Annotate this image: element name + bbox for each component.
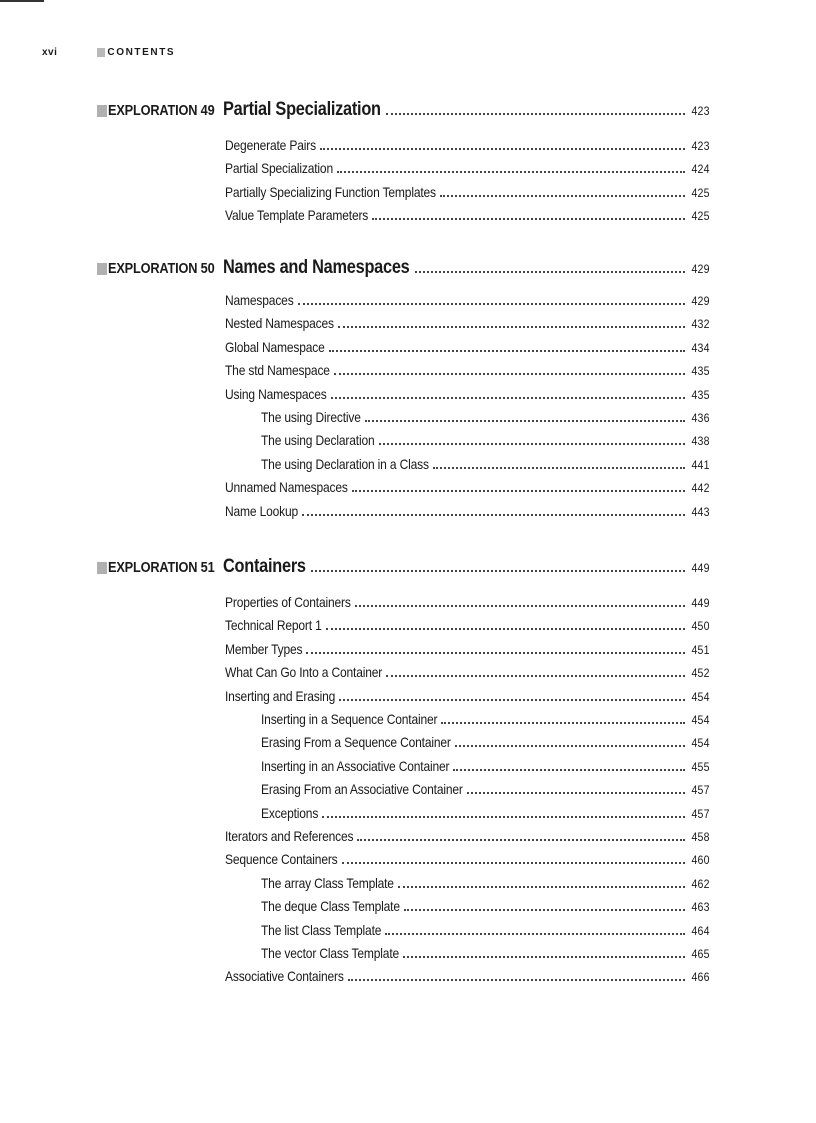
dot-leader: [379, 443, 686, 445]
page-number: 423: [691, 104, 710, 118]
page-number: 432: [691, 317, 710, 332]
page-number: 463: [691, 900, 710, 915]
dot-leader: [320, 148, 685, 150]
toc-entry[interactable]: [261, 456, 710, 476]
toc-entry[interactable]: [225, 386, 710, 406]
entry-title: Exceptions: [261, 804, 319, 821]
page-folio: xvi: [42, 46, 58, 58]
dot-leader: [329, 350, 686, 352]
toc-entry[interactable]: [225, 594, 710, 614]
running-head-title: CONTENTS: [107, 46, 176, 58]
dot-leader: [348, 979, 686, 981]
page-number: 429: [691, 262, 710, 276]
dot-leader: [337, 171, 685, 173]
page-number: 434: [691, 340, 710, 355]
toc-entry[interactable]: [261, 945, 710, 965]
toc-entry[interactable]: [225, 479, 710, 499]
dot-leader: [404, 909, 685, 911]
page-number: 466: [691, 970, 710, 985]
toc-entry[interactable]: [261, 432, 710, 452]
dot-leader: [311, 570, 685, 572]
toc-entry[interactable]: [225, 688, 710, 708]
dot-leader: [441, 722, 685, 724]
toc-entry[interactable]: [225, 664, 710, 684]
toc-entry[interactable]: [261, 734, 710, 754]
dot-leader: [334, 373, 686, 375]
entry-title: The using Directive: [261, 409, 361, 425]
page-number: 442: [691, 481, 710, 496]
chapter-title: Names and Namespaces: [222, 257, 409, 278]
entry-title: Iterators and References: [225, 828, 354, 844]
entry-title: Sequence Containers: [225, 851, 338, 868]
chapter-heading[interactable]: [97, 556, 710, 580]
entry-title: The array Class Template: [261, 874, 394, 891]
page-number: 441: [691, 457, 710, 472]
toc-entry[interactable]: [261, 875, 710, 895]
page-number: 436: [691, 411, 710, 425]
dot-leader: [385, 933, 685, 935]
chapter-label: EXPLORATION 51: [108, 560, 215, 576]
page-number: 454: [691, 736, 710, 751]
page-number: 438: [691, 434, 710, 449]
entry-title: What Can Go Into a Container: [225, 664, 383, 681]
page-number: 452: [691, 666, 710, 681]
chapter-title: Containers: [222, 556, 306, 577]
gray-square-ornament: [97, 105, 107, 117]
dot-leader: [455, 745, 686, 747]
chapter-heading[interactable]: [97, 257, 710, 281]
entry-title: Global Namespace: [225, 338, 325, 355]
toc-entry[interactable]: [225, 137, 710, 157]
page-number: 460: [691, 853, 710, 868]
toc-entry[interactable]: [225, 160, 710, 180]
page-number: 449: [691, 596, 710, 610]
entry-title: Properties of Containers: [225, 594, 351, 610]
toc-entry[interactable]: [225, 851, 710, 871]
entry-title: Unnamed Namespaces: [225, 479, 348, 496]
toc-entry[interactable]: [225, 617, 710, 637]
page-number: 462: [691, 876, 710, 891]
gray-square-ornament: [97, 48, 105, 57]
entry-title: Partial Specialization: [225, 160, 333, 177]
page-number: 449: [691, 561, 710, 575]
page-number: 429: [691, 294, 710, 308]
page-number: 454: [691, 689, 710, 704]
dot-leader: [339, 699, 685, 701]
toc-entry[interactable]: [261, 711, 710, 731]
toc-entry[interactable]: [261, 805, 710, 825]
running-head: [42, 45, 175, 59]
dot-leader: [331, 397, 686, 399]
toc-entry[interactable]: [225, 315, 710, 335]
entry-title: The using Declaration in a Class: [261, 455, 429, 472]
page-number: 457: [691, 806, 710, 821]
dot-leader: [357, 839, 685, 841]
page-number: 425: [691, 209, 710, 224]
entry-title: Value Template Parameters: [225, 207, 369, 224]
entry-title: The deque Class Template: [261, 898, 400, 915]
page-number: 455: [691, 759, 710, 774]
entry-title: Associative Containers: [225, 968, 344, 985]
dot-leader: [372, 218, 685, 220]
page-number: 424: [691, 162, 710, 177]
gray-square-ornament: [97, 263, 107, 275]
entry-title: Using Namespaces: [225, 385, 327, 402]
entry-title: The list Class Template: [261, 921, 382, 938]
toc-entry[interactable]: [261, 922, 710, 942]
toc-entry[interactable]: [261, 781, 710, 801]
dot-leader: [398, 886, 685, 888]
entry-title: Nested Namespaces: [225, 315, 334, 332]
dot-leader: [365, 420, 686, 422]
toc-entry[interactable]: [225, 207, 710, 227]
toc-entry[interactable]: [261, 409, 710, 429]
entry-title: Technical Report 1: [225, 617, 322, 634]
page-number: 443: [691, 504, 710, 519]
entry-title: Partially Specializing Function Templates: [225, 183, 436, 200]
chapter-heading[interactable]: [97, 99, 710, 123]
page-number: 425: [691, 185, 710, 200]
toc-entry[interactable]: [261, 758, 710, 778]
dot-leader: [302, 514, 685, 516]
page-number: 457: [691, 783, 710, 798]
toc-entry[interactable]: [225, 503, 710, 523]
dot-leader: [306, 652, 685, 654]
entry-title: Erasing From an Associative Container: [261, 781, 463, 798]
toc-entry[interactable]: [225, 641, 710, 661]
entry-title: The std Namespace: [225, 362, 330, 379]
gray-square-ornament: [97, 562, 107, 574]
dot-leader: [386, 113, 685, 115]
page-number: 465: [691, 947, 710, 961]
dot-leader: [298, 303, 686, 305]
page-number: 451: [691, 642, 710, 657]
dot-leader: [386, 675, 685, 677]
chapter-label: EXPLORATION 49: [108, 103, 215, 119]
page-number: 458: [691, 830, 710, 844]
page-number: 464: [691, 923, 710, 938]
toc-entry[interactable]: [225, 828, 710, 848]
entry-title: Member Types: [225, 640, 303, 657]
toc-entry[interactable]: [225, 184, 710, 204]
entry-title: Inserting and Erasing: [225, 687, 336, 704]
entry-title: Name Lookup: [225, 502, 299, 519]
entry-title: Inserting in an Associative Container: [261, 757, 450, 774]
page-number: 435: [691, 364, 710, 379]
dot-leader: [326, 628, 686, 630]
dot-leader: [322, 816, 685, 818]
entry-title: Namespaces: [225, 292, 294, 308]
entry-title: Erasing From a Sequence Container: [261, 734, 451, 751]
dot-leader: [440, 195, 685, 197]
dot-leader: [355, 605, 686, 607]
dot-leader: [415, 271, 685, 273]
chapter-label: EXPLORATION 50: [108, 261, 215, 277]
entry-title: Inserting in a Sequence Container: [261, 711, 438, 727]
entry-title: The vector Class Template: [261, 945, 400, 961]
toc-entry[interactable]: [225, 292, 710, 312]
entry-title: Degenerate Pairs: [225, 137, 316, 153]
chapter-title: Partial Specialization: [222, 99, 381, 120]
page-number: 454: [691, 713, 710, 727]
dot-leader: [453, 769, 685, 771]
toc-entry[interactable]: [225, 339, 710, 359]
page-number: 435: [691, 387, 710, 402]
top-rule: [0, 0, 44, 2]
dot-leader: [433, 467, 686, 469]
dot-leader: [342, 862, 686, 864]
toc-entry[interactable]: [261, 898, 710, 918]
page-number: 450: [691, 619, 710, 634]
toc-entry[interactable]: [225, 968, 710, 988]
dot-leader: [403, 956, 685, 958]
page-number: 423: [691, 139, 710, 153]
entry-title: The using Declaration: [261, 432, 375, 449]
dot-leader: [467, 792, 686, 794]
dot-leader: [352, 490, 686, 492]
toc-entry[interactable]: [225, 362, 710, 382]
dot-leader: [338, 326, 686, 328]
